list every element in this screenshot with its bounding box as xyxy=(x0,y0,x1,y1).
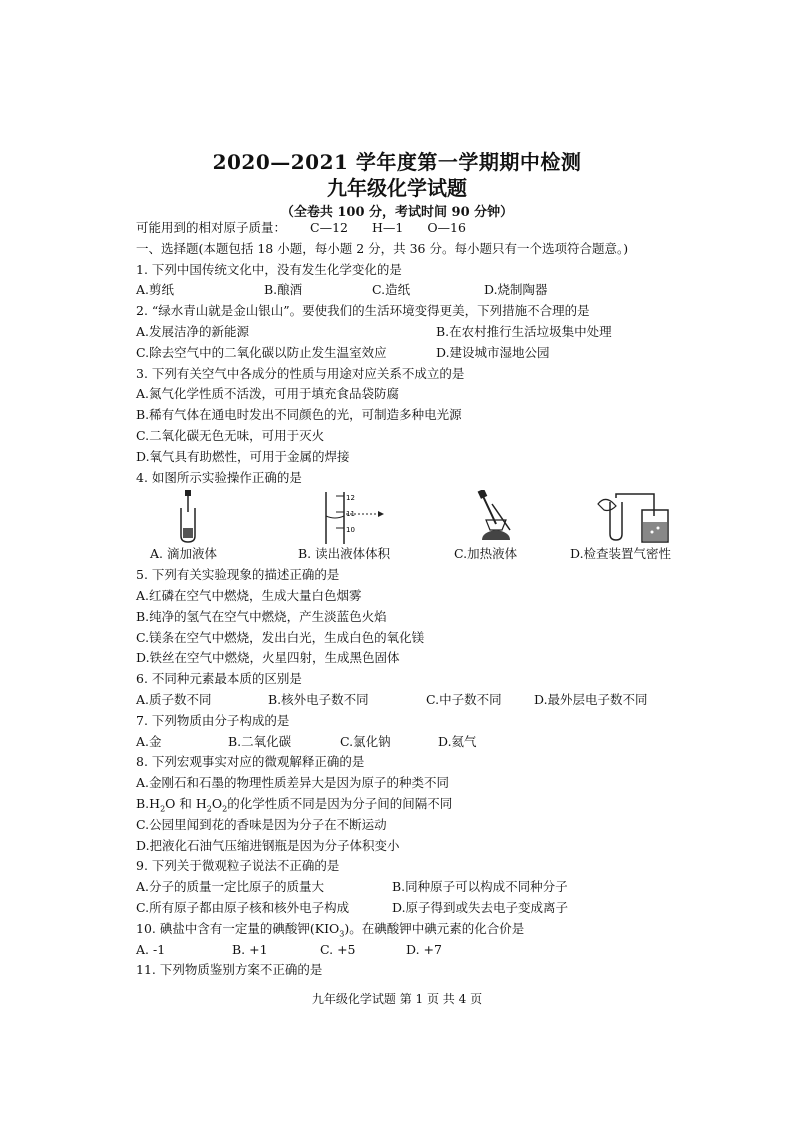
option-text: 的化学性质不同是因为分子间的间隔不同 xyxy=(227,795,453,811)
question-2-stem: 2. “绿水青山就是金山银山”。要使我们的生活环境变得更美，下列措施不合理的是 xyxy=(136,303,590,319)
option-a: A.剪纸 xyxy=(136,282,175,298)
option-c: C.镁条在空气中燃烧，发出白光，生成白色的氧化镁 xyxy=(136,629,425,645)
formula-text: O xyxy=(211,795,223,811)
atomic-mass-h: H—1 xyxy=(371,220,404,235)
question-7-stem: 7. 下列物质由分子构成的是 xyxy=(136,712,290,728)
option-a: A.质子数不同 xyxy=(136,691,212,707)
question-2-options-row1 xyxy=(136,322,676,343)
option-c: C.中子数不同 xyxy=(426,691,502,707)
option-c: C.造纸 xyxy=(372,282,411,298)
option-a: A.氮气化学性质不活泼，可用于填充食品袋防腐 xyxy=(136,386,400,402)
option-b: B.酿酒 xyxy=(264,282,303,298)
option-d: D.检查装置气密性 xyxy=(570,546,672,562)
option-b: B.二氧化碳 xyxy=(228,733,292,749)
formula-text: B.H xyxy=(136,795,161,811)
formula-text: O 和 H xyxy=(165,795,207,811)
option-c: C. +5 xyxy=(320,941,356,957)
scale-label-12: 12 xyxy=(346,494,355,503)
atomic-masses-label: 可能用到的相对原子质量： xyxy=(136,220,287,235)
question-1-options xyxy=(136,280,676,301)
question-10-stem xyxy=(136,919,676,940)
exam-title: 2020—2021 学年度第一学期期中检测 xyxy=(212,150,582,174)
question-9-options-row2 xyxy=(136,898,676,919)
page-footer: 九年级化学试题 第 1 页 共 4 页 xyxy=(311,992,483,1006)
option-c: C.氯化钠 xyxy=(340,733,391,749)
stem-text: 10. 碘盐中含有一定量的碘酸钾(KIO xyxy=(136,920,340,936)
exam-subject: 九年级化学试题 xyxy=(327,176,467,200)
option-d: D.烧制陶器 xyxy=(484,282,548,298)
question-8-stem: 8. 下列宏观事实对应的微观解释正确的是 xyxy=(136,754,365,770)
question-4-figures xyxy=(136,488,676,544)
option-b: B. +1 xyxy=(232,941,268,957)
option-a: A. -1 xyxy=(136,941,166,957)
option-b: B.在农村推行生活垃圾集中处理 xyxy=(436,323,612,339)
atomic-masses xyxy=(136,218,676,239)
question-2-options-row2 xyxy=(136,343,676,364)
question-5-stem: 5. 下列有关实验现象的描述正确的是 xyxy=(136,567,340,583)
scale-label-10: 10 xyxy=(346,526,355,535)
option-d: D.最外层电子数不同 xyxy=(534,691,648,707)
question-7-options xyxy=(136,732,676,753)
option-d: D. +7 xyxy=(406,941,442,957)
heating-liquid-figure xyxy=(464,490,514,544)
option-d: D.建设城市湿地公园 xyxy=(436,344,550,360)
question-9-options-row1 xyxy=(136,877,676,898)
section-heading: 一、选择题(本题包括 18 小题，每小题 2 分，共 36 分。每小题只有一个选项符合题意。) xyxy=(136,240,629,256)
option-b: B. 读出液体体积 xyxy=(298,546,391,562)
option-d: D.原子得到或失去电子变成离子 xyxy=(392,899,569,915)
option-c: C.二氧化碳无色无味，可用于灭火 xyxy=(136,427,325,443)
question-4-stem: 4. 如图所示实验操作正确的是 xyxy=(136,469,302,485)
atomic-mass-c: C—12 xyxy=(310,220,348,235)
subscript: 2 xyxy=(160,804,166,814)
option-c: C.公园里闻到花的香味是因为分子在不断运动 xyxy=(136,816,387,832)
option-d: D.铁丝在空气中燃烧，火星四射，生成黑色固体 xyxy=(136,650,400,666)
option-b: B.同种原子可以构成不同种分子 xyxy=(392,879,568,895)
question-4-captions xyxy=(136,544,676,565)
option-c: C.所有原子都由原子核和核外电子构成 xyxy=(136,899,350,915)
stem-text: )。在碘酸钾中碘元素的化合价是 xyxy=(344,920,525,936)
option-d: D.氧气具有助燃性，可用于金属的焊接 xyxy=(136,448,350,464)
option-a: A.红磷在空气中燃烧，生成大量白色烟雾 xyxy=(136,587,362,603)
scale-label-11: 11 xyxy=(346,510,355,519)
graduated-cylinder-figure xyxy=(316,490,386,544)
option-a: A.发展洁净的新能源 xyxy=(136,323,250,339)
dropper-test-tube-figure xyxy=(176,490,200,544)
exam-body xyxy=(136,218,676,981)
question-1-stem: 1. 下列中国传统文化中，没有发生化学变化的是 xyxy=(136,261,402,277)
option-b xyxy=(136,794,676,815)
option-b: B.稀有气体在通电时发出不同颜色的光，可制造多种电光源 xyxy=(136,407,462,423)
subscript: 2 xyxy=(206,804,212,814)
option-a: A. 滴加液体 xyxy=(150,546,217,562)
subscript: 2 xyxy=(222,804,228,814)
question-10-options xyxy=(136,940,676,961)
question-11-stem: 11. 下列物质鉴别方案不正确的是 xyxy=(136,962,323,978)
option-b: B.纯净的氢气在空气中燃烧，产生淡蓝色火焰 xyxy=(136,608,387,624)
subscript: 3 xyxy=(339,929,345,939)
question-3-stem: 3. 下列有关空气中各成分的性质与用途对应关系不成立的是 xyxy=(136,365,465,381)
option-d: D.把液化石油气压缩进钢瓶是因为分子体积变小 xyxy=(136,837,400,853)
option-c: C.加热液体 xyxy=(454,546,518,562)
question-6-stem: 6. 不同种元素最本质的区别是 xyxy=(136,671,302,687)
atomic-mass-o: O—16 xyxy=(427,220,466,235)
option-d: D.氦气 xyxy=(438,733,477,749)
airtightness-check-figure xyxy=(596,490,672,544)
question-6-options xyxy=(136,690,676,711)
option-c: C.除去空气中的二氧化碳以防止发生温室效应 xyxy=(136,344,387,360)
question-9-stem: 9. 下列关于微观粒子说法不正确的是 xyxy=(136,858,340,874)
exam-info: （全卷共 100 分，考试时间 90 分钟） xyxy=(280,205,514,220)
option-a: A.金 xyxy=(136,733,162,749)
option-b: B.核外电子数不同 xyxy=(268,691,369,707)
option-a: A.分子的质量一定比原子的质量大 xyxy=(136,879,325,895)
option-a: A.金刚石和石墨的物理性质差异大是因为原子的种类不同 xyxy=(136,775,450,791)
